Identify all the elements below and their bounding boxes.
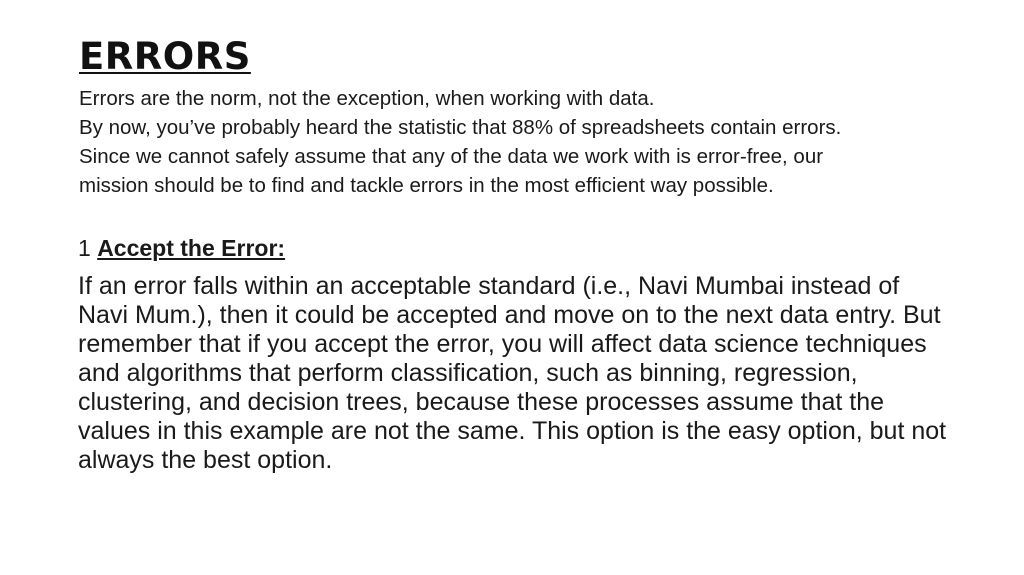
slide-title: ERRORS [79, 35, 251, 78]
intro-line-2: By now, you’ve probably heard the statistic that 88% of spreadsheets contain errors. Since we cannot safely assume that any of the data we work with is error-free, our mission should be to find and tackle errors in the most efficient way possible. [79, 116, 842, 197]
intro-text [79, 84, 879, 200]
section-body: If an error falls within an acceptable standard (i.e., Navi Mumbai instead of Navi Mum.), then it could be accepted and move on to the next data entry. But remember that if you accept the error, you will affect data science techniques and algorithms that perform classification, such as binning, regression, clustering, and decision trees, because these processes assume that the values in this example are not the same. This option is the easy option, but not always the best option. [78, 272, 947, 474]
section-number: 1 [78, 235, 91, 261]
section-title: Accept the Error: [97, 235, 286, 261]
intro-line-1: Errors are the norm, not the exception, when working with data. [79, 87, 655, 110]
section-heading [78, 232, 285, 264]
